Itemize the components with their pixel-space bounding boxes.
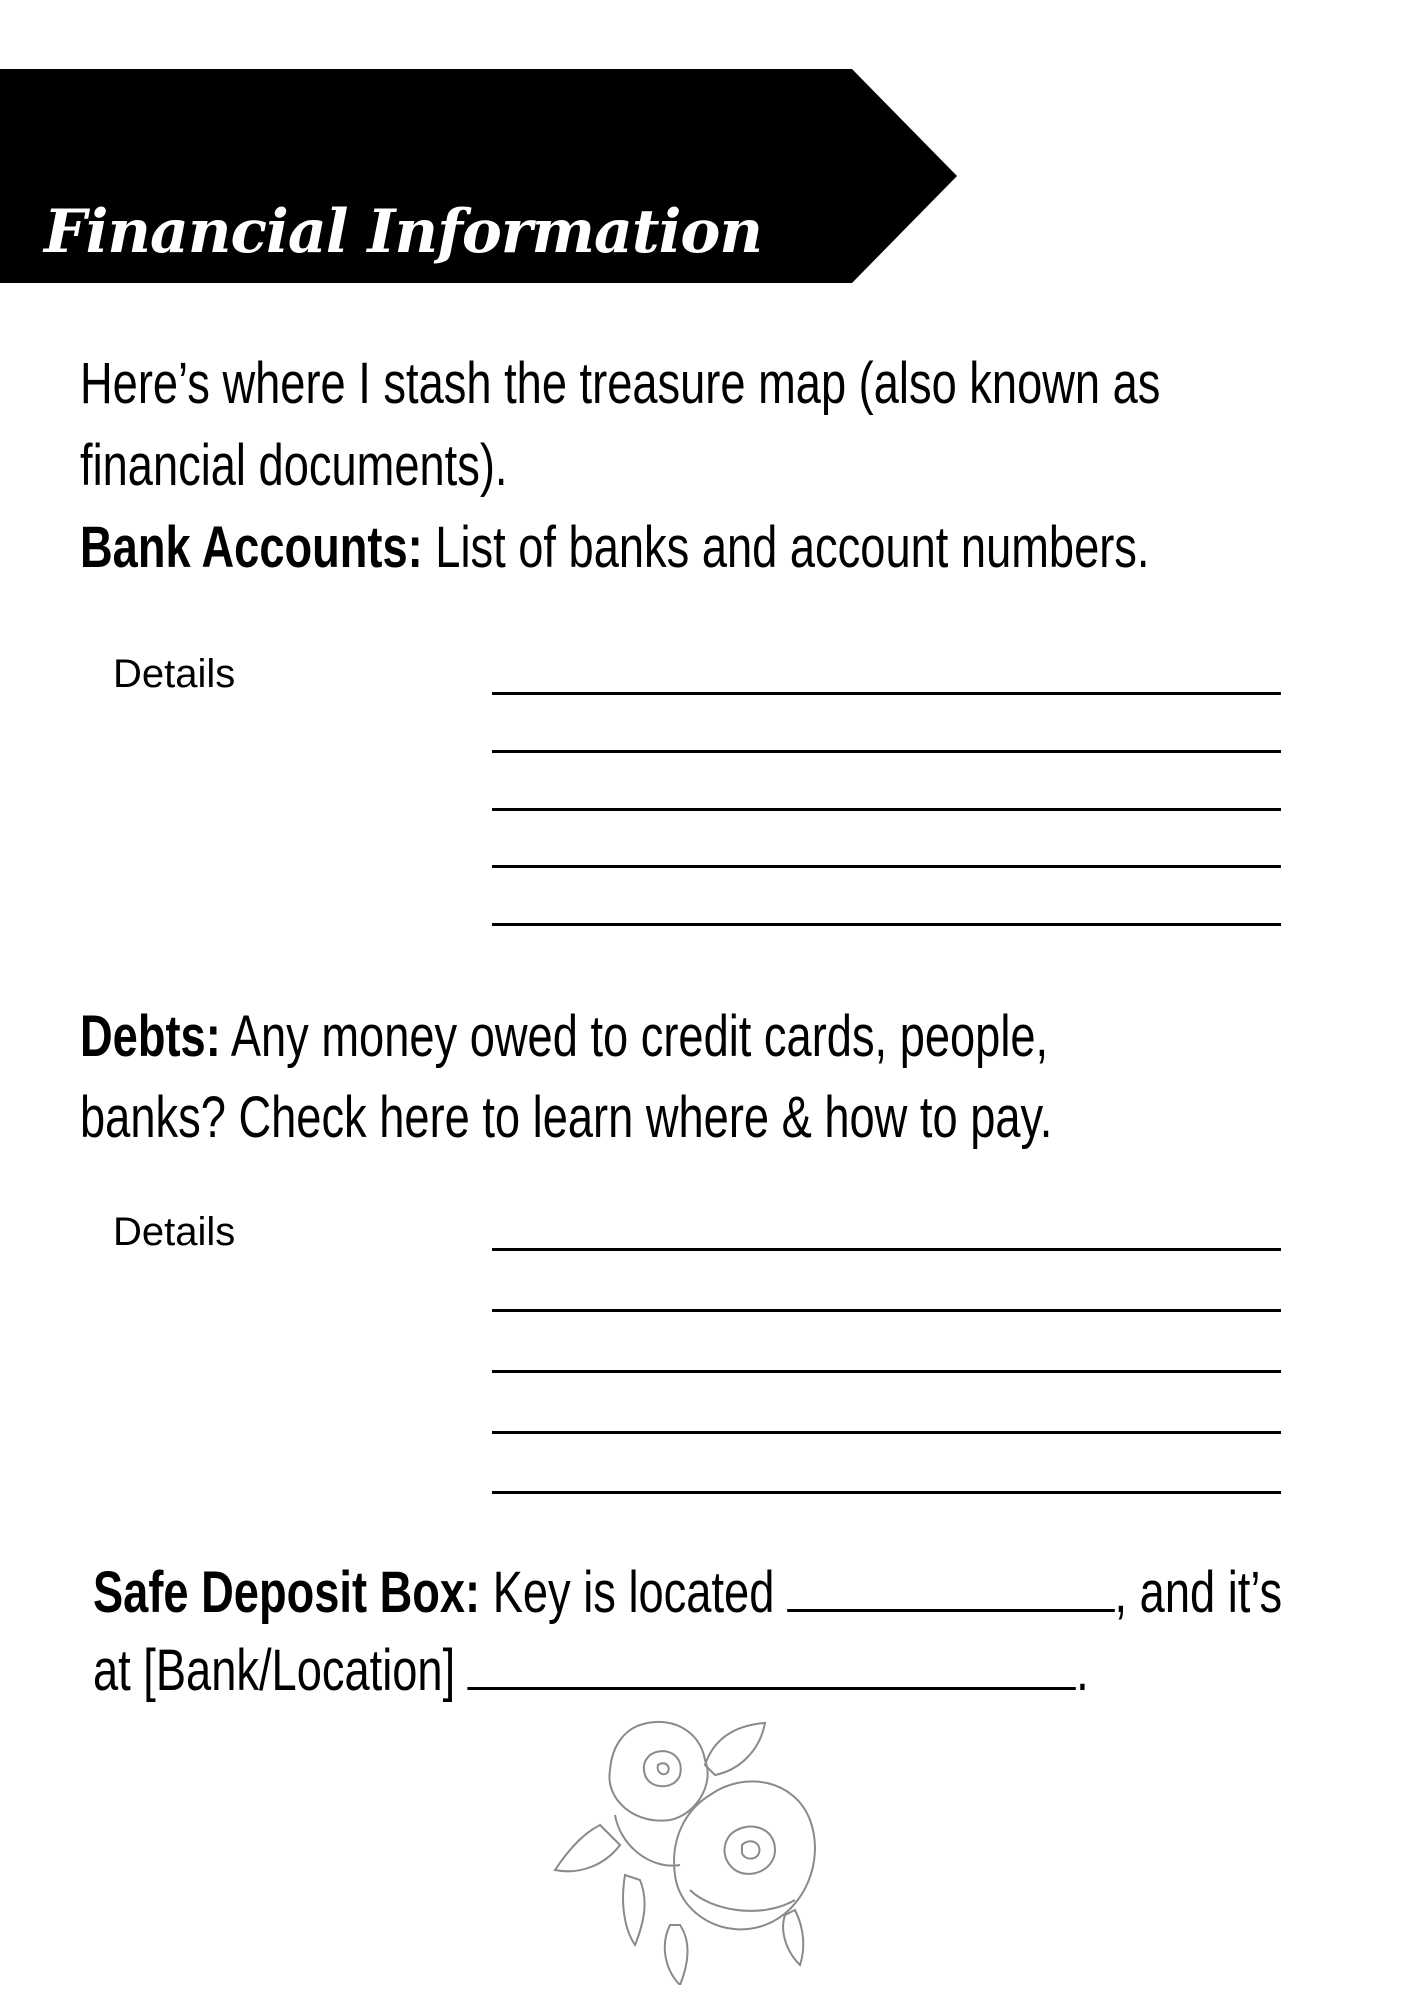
- debts-text-2: banks? Check here to learn where & how to pay.: [80, 1085, 1053, 1150]
- safe-deposit-line-2: [93, 1638, 1089, 1703]
- bank-details-line[interactable]: [492, 692, 1281, 695]
- debt-details-line[interactable]: [492, 1248, 1281, 1251]
- bank-accounts-text: List of banks and account numbers.: [422, 515, 1150, 580]
- debt-details-line[interactable]: [492, 1370, 1281, 1373]
- safe-deposit-label: Safe Deposit Box:: [93, 1560, 481, 1625]
- bank-details-line[interactable]: [492, 808, 1281, 811]
- debts-heading: [80, 1004, 1049, 1069]
- intro-line-1: Here’s where I stash the treasure map (also known as: [80, 351, 1161, 416]
- key-location-blank[interactable]: [787, 1608, 1115, 1612]
- page-title: Financial Information: [44, 197, 763, 267]
- bank-location-blank[interactable]: [468, 1686, 1076, 1690]
- safe-deposit-line-1: [93, 1560, 1283, 1625]
- bank-accounts-label: Bank Accounts:: [80, 515, 423, 580]
- bank-details-line[interactable]: [492, 923, 1281, 926]
- debts-text-1: Any money owed to credit cards, people,: [220, 1004, 1049, 1069]
- safe-deposit-text: Key is located: [480, 1560, 787, 1625]
- bank-details-label: Details: [113, 652, 236, 696]
- bank-details-line[interactable]: [492, 750, 1281, 753]
- debt-details-label: Details: [113, 1210, 236, 1254]
- debts-label: Debts:: [80, 1004, 221, 1069]
- debt-details-line[interactable]: [492, 1431, 1281, 1434]
- title-banner: [0, 69, 957, 283]
- bank-details-line[interactable]: [492, 865, 1281, 868]
- debt-details-line[interactable]: [492, 1309, 1281, 1312]
- rose-illustration-icon: [530, 1705, 890, 1985]
- debt-details-line[interactable]: [492, 1491, 1281, 1494]
- safe-deposit-text: , and it’s: [1114, 1560, 1283, 1625]
- bank-accounts-heading: [80, 515, 1150, 580]
- safe-deposit-text: .: [1076, 1638, 1089, 1703]
- safe-deposit-text: at [Bank/Location]: [93, 1638, 468, 1703]
- intro-line-2: financial documents).: [80, 433, 508, 498]
